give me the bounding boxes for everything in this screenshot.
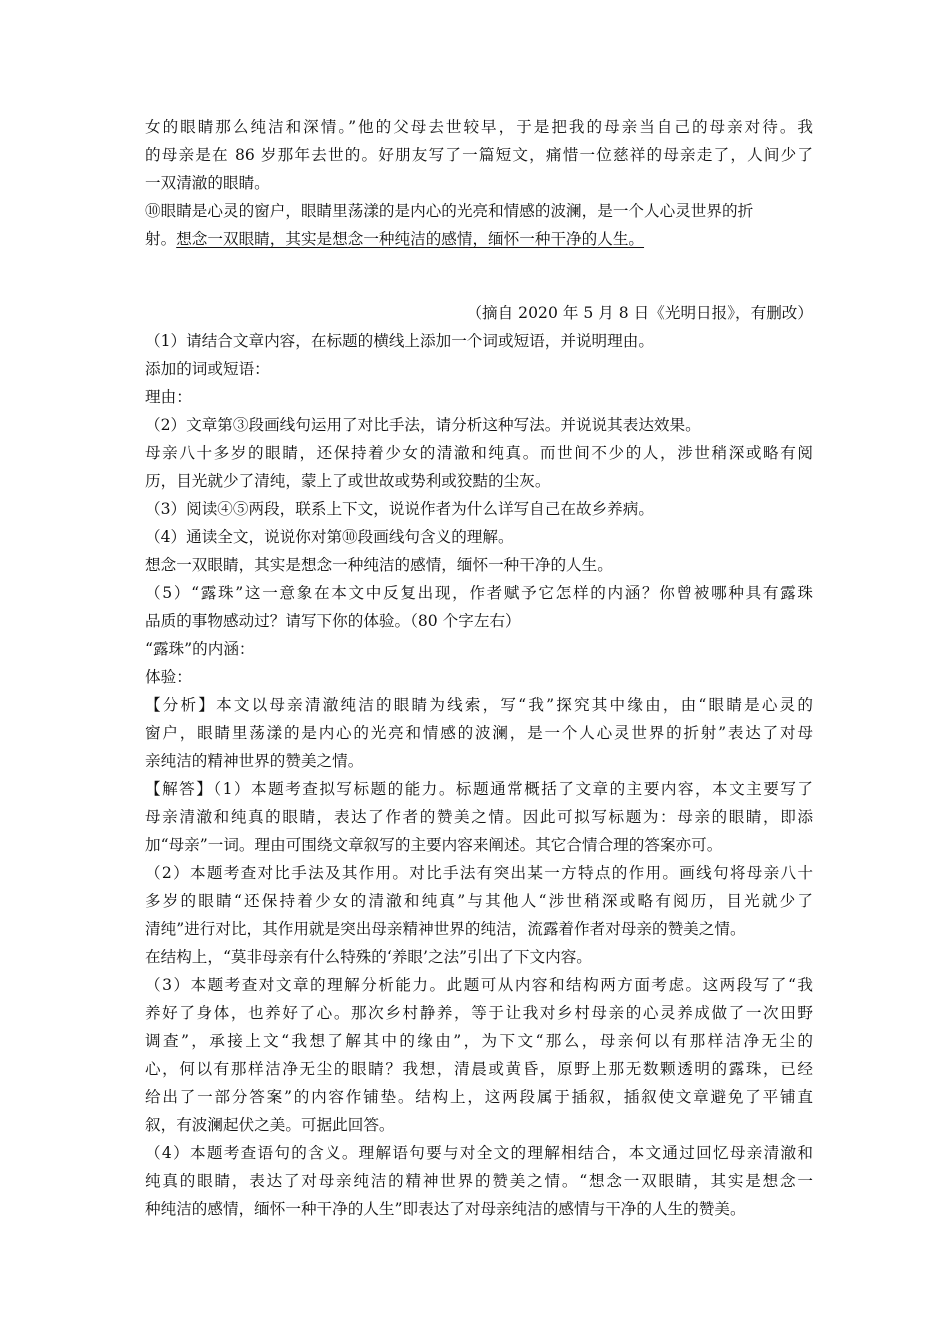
answer-label-meaning: “露珠”的内涵： bbox=[145, 640, 255, 658]
article-paragraph-9-line: 的母亲是在 86 岁那年去世的。好朋友写了一篇短文，痛惜一位慈祥的母亲走了，人间少了 bbox=[145, 146, 813, 164]
answer-3-line: 给出了一部分答案”的内容作铺垫。结构上，这两段属于插叙，插叙使文章避免了平铺直 bbox=[145, 1088, 813, 1106]
question-5-line: （5）“露珠”这一意象在本文中反复出现，作者赋予它怎样的内涵？你曾被哪种具有露珠 bbox=[145, 584, 813, 602]
question-4: （4）通读全文，说说你对第⑩段画线句含义的理解。 bbox=[145, 528, 514, 546]
question-4-quote: 想念一双眼睛，其实是想念一种纯洁的感情，缅怀一种干净的人生。 bbox=[145, 556, 613, 574]
answer-3-line: 养好了身体，也养好了心。那次乡村静养，等于让我对乡村母亲的心灵养成做了一次田野 bbox=[145, 1004, 813, 1022]
answer-3-line: （3）本题考查对文章的理解分析能力。此题可从内容和结构两方面考虑。这两段写了“我 bbox=[145, 976, 813, 994]
question-3: （3）阅读④⑤两段，联系上下文，说说作者为什么详写自己在故乡养病。 bbox=[145, 500, 654, 518]
answer-2-line: 多岁的眼睛“还保持着少女的清澈和纯真”与其他人“涉世稍深或略有阅历，目光就少了 bbox=[145, 892, 813, 910]
answer-3-line: 叙，有波澜起伏之美。可据此回答。 bbox=[145, 1116, 395, 1134]
answer-4-line: （4）本题考查语句的含义。理解语句要与对全文的理解相结合，本文通过回忆母亲清澈和 bbox=[145, 1144, 813, 1162]
analysis-line: 窗户，眼睛里荡漾的是内心的光亮和情感的波澜，是一个人心灵世界的折射”表达了对母 bbox=[145, 724, 813, 742]
answer-2-line: 清纯”进行对比，其作用就是突出母亲精神世界的纯洁，流露着作者对母亲的赞美之情。 bbox=[145, 920, 746, 938]
answer-3-line: 心，何以有那样洁净无尘的眼睛？我想，清晨或黄昏，原野上那无数颗透明的露珠，已经 bbox=[145, 1060, 813, 1078]
article-paragraph-10-line bbox=[145, 225, 813, 253]
paragraph-10-plain-text: 射。 bbox=[145, 230, 177, 248]
question-5-line: 品质的事物感动过？请写下你的体验。（80 个字左右） bbox=[145, 612, 521, 630]
answer-1-line: 【解答】（1）本题考查拟写标题的能力。标题通常概括了文章的主要内容，本文主要写了 bbox=[145, 780, 813, 798]
article-paragraph-9-line: 一双清澈的眼睛。 bbox=[145, 174, 270, 192]
answer-4-line: 纯真的眼睛，表达了对母亲纯洁的精神世界的赞美之情。“想念一双眼睛，其实是想念一 bbox=[145, 1172, 813, 1190]
question-2-quote-line: 历，目光就少了清纯，蒙上了或世故或势利或狡黠的尘灰。 bbox=[145, 472, 551, 490]
answer-label-reason: 理由： bbox=[145, 388, 192, 406]
source-citation: （摘自 2020 年 5 月 8 日《光明日报》，有删改） bbox=[466, 304, 813, 322]
question-1: （1）请结合文章内容，在标题的横线上添加一个词或短语，并说明理由。 bbox=[145, 332, 654, 350]
document-page bbox=[145, 113, 813, 1223]
question-2-quote-line: 母亲八十多岁的眼睛，还保持着少女的清澈和纯真。而世间不少的人，涉世稍深或略有阅 bbox=[145, 444, 813, 462]
underlined-sentence: 想念一双眼睛，其实是想念一种纯洁的感情，缅怀一种干净的人生。 bbox=[176, 230, 645, 248]
answer-2-line: 在结构上，“莫非母亲有什么特殊的‘养眼’之法”引出了下文内容。 bbox=[145, 948, 592, 966]
analysis-line: 亲纯洁的精神世界的赞美之情。 bbox=[145, 752, 364, 770]
answer-label-experience: 体验： bbox=[145, 668, 192, 686]
answer-4-line: 种纯洁的感情，缅怀一种干净的人生”即表达了对母亲纯洁的感情与干净的人生的赞美。 bbox=[145, 1200, 746, 1218]
article-paragraph-9-line: 女的眼睛那么纯洁和深情。”他的父母去世较早，于是把我的母亲当自己的母亲对待。我 bbox=[145, 118, 813, 136]
analysis-line: 【分析】本文以母亲清澈纯洁的眼睛为线索，写“我”探究其中缘由，由“眼睛是心灵的 bbox=[145, 696, 813, 714]
article-paragraph-10-line: ⑩眼睛是心灵的窗户，眼睛里荡漾的是内心的光亮和情感的波澜，是一个人心灵世界的折 bbox=[145, 202, 754, 220]
question-2: （2）文章第③段画线句运用了对比手法，请分析这种写法。并说说其表达效果。 bbox=[145, 416, 701, 434]
answer-label-word: 添加的词或短语： bbox=[145, 360, 270, 378]
answer-2-line: （2）本题考查对比手法及其作用。对比手法有突出某一方特点的作用。画线句将母亲八十 bbox=[145, 864, 813, 882]
spacer bbox=[145, 253, 813, 299]
answer-1-line: 加“母亲”一词。理由可围绕文章叙写的主要内容来阐述。其它合情合理的答案亦可。 bbox=[145, 836, 723, 854]
answer-1-line: 母亲清澈和纯真的眼睛，表达了作者的赞美之情。因此可拟写标题为：母亲的眼睛，即添 bbox=[145, 808, 813, 826]
answer-3-line: 调查”，承接上文“我想了解其中的缘由”，为下文“那么，母亲何以有那样洁净无尘的 bbox=[145, 1032, 813, 1050]
